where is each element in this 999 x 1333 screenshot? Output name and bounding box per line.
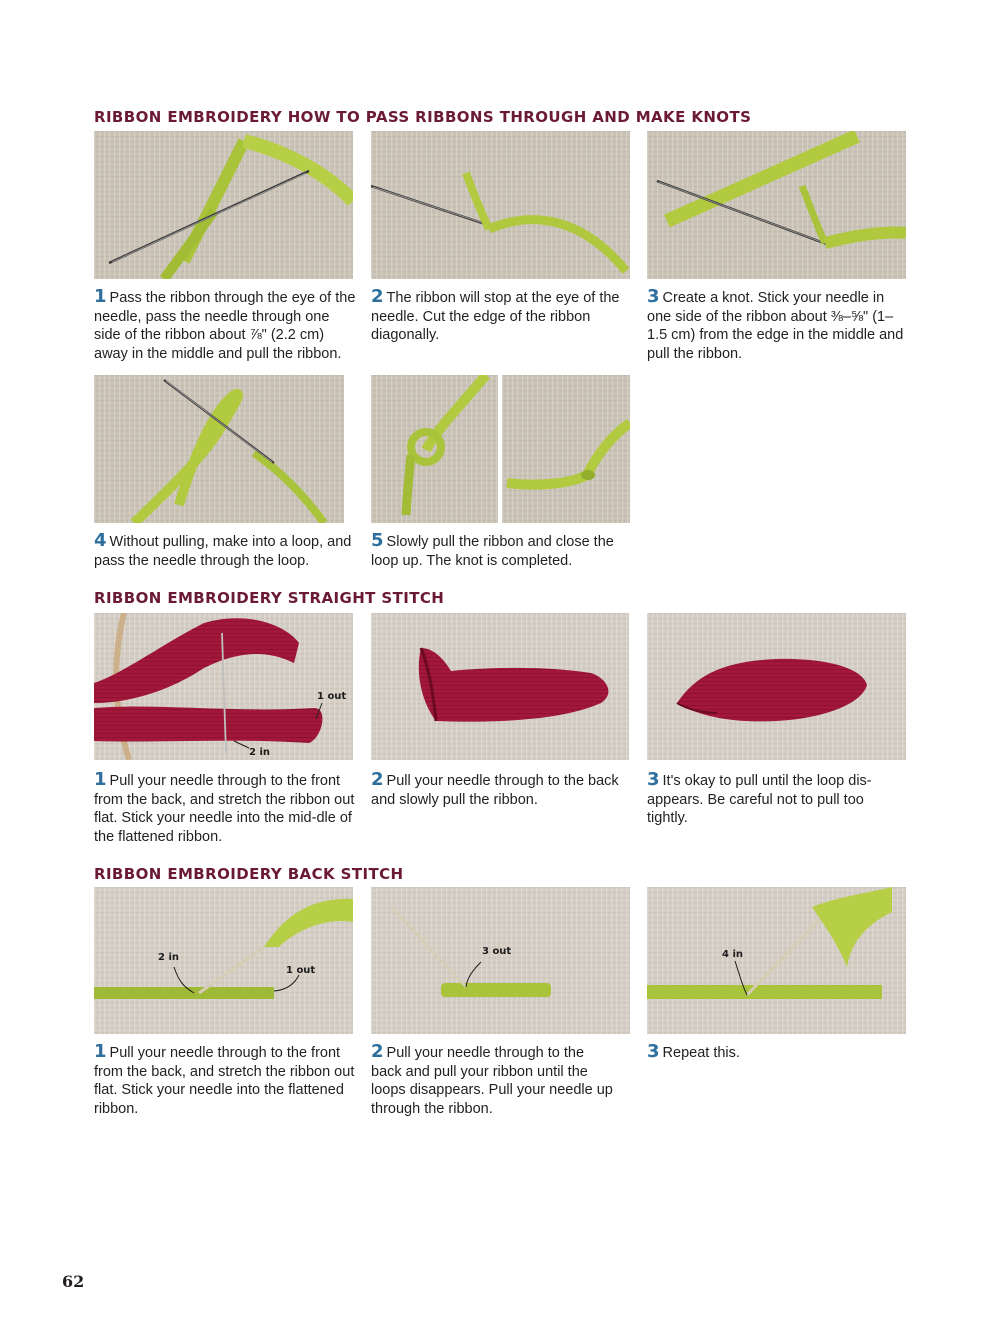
step-number: 5 (371, 530, 384, 551)
label-1-out: 1 out (317, 691, 347, 702)
straight-step3-photo (647, 613, 906, 760)
page-number: 62 (62, 1272, 85, 1291)
straight-step3-caption (647, 771, 887, 828)
back-step2-caption (371, 1043, 616, 1118)
step-number: 3 (647, 286, 660, 307)
knot-step1-caption (94, 288, 356, 363)
straight-step1-photo (94, 613, 353, 760)
label-2-in: 2 in (249, 747, 270, 758)
straight-step2-caption (371, 771, 633, 809)
step-text: Repeat this. (662, 1045, 740, 1061)
knot-step3-caption (647, 288, 905, 363)
step-number: 4 (94, 530, 107, 551)
knot-step4-caption (94, 532, 354, 570)
straight-step2-photo (371, 613, 629, 760)
section-title-straight: RIBBON EMBROIDERY STRAIGHT STITCH (94, 589, 445, 607)
back-step3-caption (647, 1043, 897, 1063)
step-text: Pull your needle through to the front from the back, and stretch the ribbon out flat. Stick your needle into the flattened ribbon. (94, 1045, 355, 1117)
step-text: Pull your needle through to the front from the back, and stretch the ribbon out flat. Stick your needle into the mid-dle of the flattened ribbon. (94, 773, 355, 845)
label-4-in: 4 in (722, 949, 743, 960)
section-title-back: RIBBON EMBROIDERY BACK STITCH (94, 865, 404, 883)
step-text: Without pulling, make into a loop, and pass the needle through the loop. (94, 534, 352, 569)
straight-step1-caption (94, 771, 356, 846)
step-number: 2 (371, 1041, 384, 1062)
back-step3-photo (647, 887, 906, 1034)
knot-step5a-photo (371, 375, 498, 523)
knot-step5b-photo (502, 375, 630, 523)
knot-step1-photo (94, 131, 353, 279)
step-number: 1 (94, 769, 107, 790)
step-number: 1 (94, 286, 107, 307)
step-text: Slowly pull the ribbon and close the loop up. The knot is completed. (371, 534, 614, 569)
step-text: The ribbon will stop at the eye of the needle. Cut the edge of the ribbon diagonally. (371, 290, 620, 344)
knot-step3-photo (647, 131, 906, 279)
step-text: Pass the ribbon through the eye of the needle, pass the needle through one side of the ribbon about ⅞" (2.2 cm) away in the middle and pull the ribbon. (94, 290, 356, 362)
step-number: 3 (647, 769, 660, 790)
step-number: 3 (647, 1041, 660, 1062)
knot-step4-photo (94, 375, 344, 523)
label-3-out: 3 out (482, 946, 512, 957)
step-text: It's okay to pull until the loop dis-appears. Be careful not to pull too tightly. (647, 773, 872, 827)
step-number: 2 (371, 769, 384, 790)
knot-step2-caption (371, 288, 629, 345)
back-step2-photo (371, 887, 630, 1034)
back-step1-photo (94, 887, 353, 1034)
step-number: 1 (94, 1041, 107, 1062)
label-2-in: 2 in (158, 952, 179, 963)
back-step1-caption (94, 1043, 356, 1118)
step-number: 2 (371, 286, 384, 307)
step-text: Pull your needle through to the back and pull your ribbon until the loops disappears. Pull your needle up through the ribbon. (371, 1045, 613, 1117)
section-title-knots: RIBBON EMBROIDERY HOW TO PASS RIBBONS THROUGH AND MAKE KNOTS (94, 108, 752, 126)
step-text: Create a knot. Stick your needle in one side of the ribbon about ⅜–⅝" (1–1.5 cm) from the edge in the middle and pull the ribbon. (647, 290, 904, 362)
knot-step5-caption (371, 532, 633, 570)
label-1-out: 1 out (286, 965, 316, 976)
step-text: Pull your needle through to the back and slowly pull the ribbon. (371, 773, 619, 808)
knot-step2-photo (371, 131, 630, 279)
